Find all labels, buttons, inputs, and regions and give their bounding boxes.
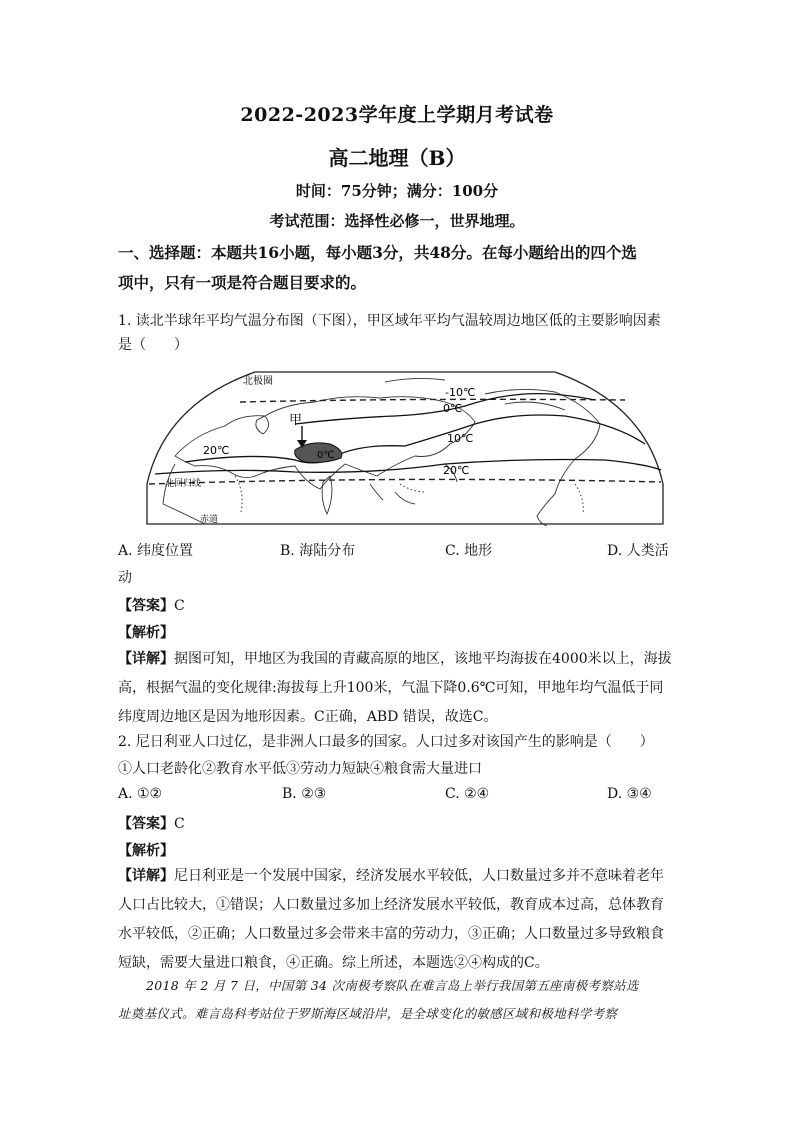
q2-option-a: A. ①② <box>118 786 163 802</box>
q1-detail-line2: 高，根据气温的变化规律:海拔每上升100米，气温下降0.6℃可知，甲地年均气温低于同 <box>118 680 664 696</box>
label-arctic-circle: 北极圈 <box>243 376 273 387</box>
q1-option-b: B. 海陆分布 <box>280 543 356 559</box>
section-heading-line1: 一、选择题：本题共16小题，每小题3分，共48分。在每小题给出的四个选 <box>118 243 637 262</box>
label-iso-10: 10℃ <box>447 432 474 445</box>
q2-items: ①人口老龄化②教育水平低③劳动力短缺④粮食需大量进口 <box>118 761 482 777</box>
exam-subtitle: 高二地理（B） <box>328 146 466 170</box>
exam-scope: 考试范围：选择性必修一，世界地理。 <box>269 212 525 230</box>
q2-detail-line3: 水平较低，②正确；人口数量过多会带来丰富的劳动力，③正确；人口数量过多导致粮食 <box>118 926 664 942</box>
q2-detail-line4: 短缺，需要大量进口粮食，④正确。综上所述，本题选②④构成的C。 <box>118 955 549 971</box>
q1-option-a: A. 纬度位置 <box>118 543 194 559</box>
q2-detail-line1: 【详解】尼日利亚是一个发展中国家，经济发展水平较低，人口数量过多并不意味着老年 <box>118 868 664 884</box>
label-iso-20-left: 20℃ <box>203 444 230 457</box>
q1-detail-label: 【详解】 <box>118 651 174 667</box>
q1-analysis-label: 【解析】 <box>118 625 174 641</box>
q2-analysis-label: 【解析】 <box>118 843 174 859</box>
label-iso-20-right: 20℃ <box>443 464 470 477</box>
label-iso-0-north: 0℃ <box>443 402 463 415</box>
q1-answer <box>118 595 185 615</box>
q1-option-d-wrap: 动 <box>118 570 132 586</box>
q2-answer <box>118 813 185 833</box>
q1-answer-label: 【答案】 <box>118 598 174 614</box>
q2-option-c: C. ②④ <box>445 786 490 802</box>
label-equator: 赤道 <box>200 515 219 525</box>
time-info: 时间：75分钟；满分：100分 <box>295 182 499 200</box>
label-iso-0-tibet: 0℃ <box>317 450 335 461</box>
label-tropic: 北回归线 <box>165 479 202 489</box>
q2-detail <box>118 862 678 978</box>
q2-answer-label: 【答案】 <box>118 816 174 832</box>
q1-detail-line1: 【详解】据图可知，甲地区为我国的青藏高原的地区，该地平均海拔在4000米以上，海拔 <box>118 651 672 667</box>
q2-stem: 2. 尼日利亚人口过亿，是非洲人口最多的国家。人口过多对该国产生的影响是（ ） <box>118 734 654 750</box>
q2-detail-line2: 人口占比较大，①错误；人口数量过多加上经济发展水平较低，教育成本过高，总体教育 <box>118 897 664 913</box>
q2-detail-label: 【详解】 <box>118 868 174 884</box>
q1-option-d: D. 人类活 <box>607 543 669 559</box>
q2-option-d: D. ③④ <box>607 786 652 802</box>
label-iso-neg10: -10℃ <box>445 386 476 399</box>
q1-stem-line2: 是（ ） <box>118 337 188 353</box>
q1-option-c: C. 地形 <box>445 543 493 559</box>
q1-detail-line3: 纬度周边地区是因为地形因素。C正确，ABD 错误，故选C。 <box>118 709 498 725</box>
passage-line1: 2018 年 2 月 7 日，中国第 34 次南极考察队在难言岛上举行我国第五座南极考察站选 <box>146 978 639 993</box>
q2-option-b: B. ②③ <box>282 786 327 802</box>
q2-answer-value: C <box>174 816 185 832</box>
passage-line2: 址奠基仪式。难言岛科考站位于罗斯海区域沿岸，是全球变化的敏感区域和极地科学考察 <box>118 1006 618 1021</box>
q1-stem-line1: 1. 读北半球年平均气温分布图（下图），甲区域年平均气温较周边地区低的主要影响因素 <box>118 313 661 329</box>
section-heading-line2: 项中，只有一项是符合题目要求的。 <box>118 273 367 292</box>
exam-title: 2022-2023学年度上学期月考试卷 <box>240 104 554 126</box>
q1-detail <box>118 645 678 732</box>
q1-answer-value: C <box>174 598 185 614</box>
isotherm-map <box>145 364 665 526</box>
label-jia: 甲 <box>289 413 303 428</box>
